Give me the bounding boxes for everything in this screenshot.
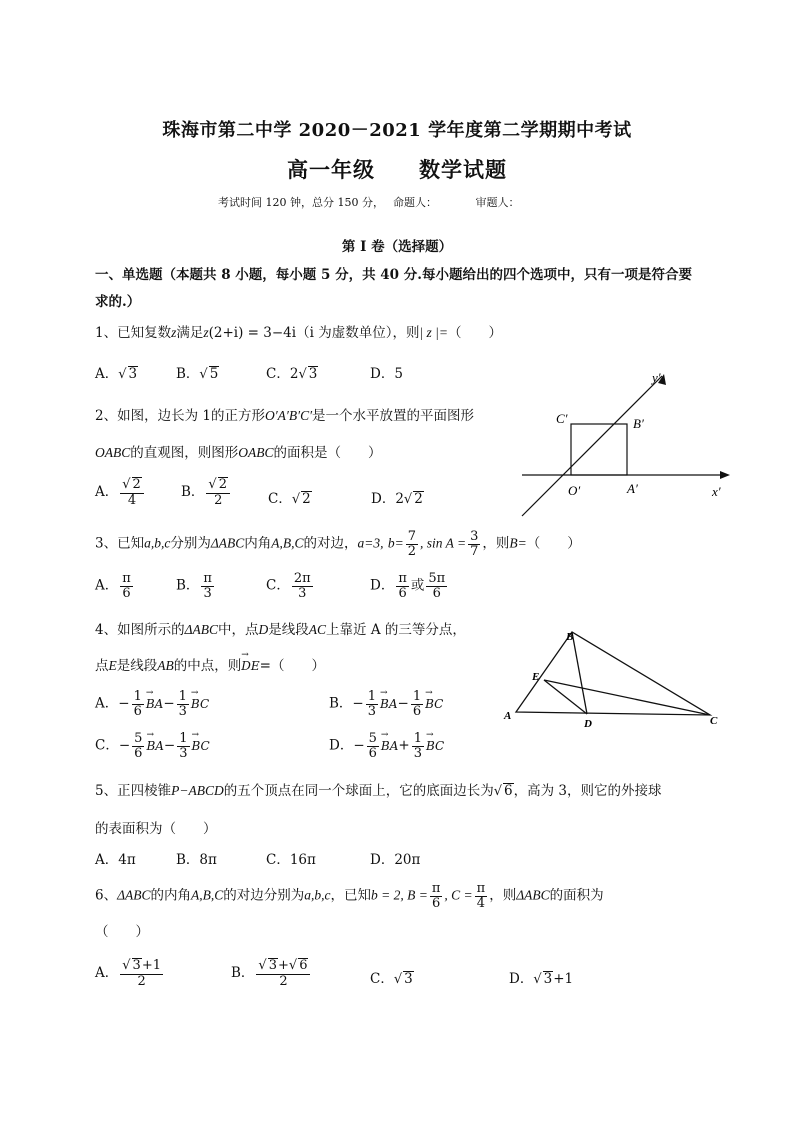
q4-opt-a-label: A． (95, 695, 119, 712)
q4-opt-d-vbc: → BC (426, 739, 444, 753)
label-c: C (710, 715, 718, 727)
q4-opt-b-vbc: → BC (425, 697, 443, 711)
q1-option-b[interactable]: B．√ 5 (176, 366, 219, 382)
q3-opt-b-frac (201, 572, 214, 600)
q6-opt-b-plus: + (278, 958, 289, 973)
q6-text-d: ，已知 (330, 887, 372, 904)
x-axis-arrow (720, 471, 730, 479)
q3-text-d: 的对边， (303, 535, 358, 552)
q6-opt-d-label: D． (509, 971, 534, 987)
q6-triangle: ΔABC (117, 887, 151, 903)
q3-b-num: 7 (407, 529, 416, 544)
q6-cond2: , C = (444, 887, 473, 903)
q2-text-c: 的直观图，则图形 (130, 445, 239, 461)
q4-opt-c-vbc: → BC (192, 739, 210, 753)
q2-option-c[interactable]: C．√ 2 (268, 491, 311, 507)
q6-opt-c-label: C． (370, 971, 394, 987)
q4-figure-triangle (496, 627, 736, 735)
q3-opt-d-den2: 6 (432, 585, 441, 601)
q4-opt-b-frac2 (411, 690, 423, 718)
q4-seg-ab: AB (157, 658, 174, 673)
q1-opt-a-value: 3 (128, 366, 138, 382)
part1-heading-line2: 求的.） (95, 294, 141, 310)
q6-text-e: ，则 (489, 887, 517, 904)
q6-triangle2: ΔABC (516, 887, 550, 903)
q4-stem-line2 (95, 654, 325, 674)
q3-opt-a-frac (120, 572, 133, 600)
q6-opt-a-label: A． (95, 964, 119, 981)
q4-opt-d-frac1 (367, 732, 379, 760)
q6-frac-b (430, 882, 443, 910)
q6-stem-line1 (95, 882, 604, 910)
q4-opt-b-n2: 1 (412, 689, 422, 704)
q3-opt-c-num: 2π (293, 571, 311, 586)
q4-triangle: ΔABC (184, 622, 219, 637)
q2-option-d[interactable]: D．2√ 2 (371, 491, 423, 507)
q3-opt-b-label: B． (176, 577, 200, 594)
q5-text-a: 5、正四棱锥 (95, 783, 172, 799)
q4-opt-c-label: C． (95, 737, 119, 754)
q6-opt-a-plus: +1 (141, 958, 161, 973)
q3-opt-d-den1: 6 (398, 585, 407, 601)
q6-text-a: 6、 (95, 887, 118, 904)
q5-option-d[interactable]: D．20π (370, 852, 421, 868)
q3-option-d[interactable] (370, 572, 449, 600)
q4-opt-d-vba: → BA (381, 739, 398, 753)
q4-text-h: =（ ） (259, 658, 325, 674)
q4-point-e: E (108, 658, 117, 673)
label-d: D (584, 718, 592, 730)
q3-opt-a-label: A． (95, 577, 119, 594)
q1-option-a[interactable]: A．√ 3 (95, 366, 138, 382)
q4-option-c[interactable]: C．− $\frac{5}{6}$ → BA− $\frac{1}{3}$ → BC (95, 732, 210, 760)
part1-heading-line1: 一、单选题（本题共 8 小题，每小题 5 分，共 40 分.每小题给出的四个选项中，只有一项是符合要 (95, 267, 692, 283)
q4-opt-a-d1: 6 (133, 703, 142, 719)
q4-text-f: 是线段 (116, 658, 158, 674)
q5-stem-line2: 的表面积为（ ） (95, 821, 217, 837)
y-axis-line (522, 376, 662, 516)
q4-opt-a-n1: 1 (133, 689, 142, 704)
q1-opt-b-label: B． (176, 366, 200, 382)
q3-opt-a-den: 6 (122, 585, 131, 601)
q3-stem (95, 530, 581, 558)
q4-text-b: 中，点 (218, 622, 259, 638)
q1-abs: | z |= (419, 325, 448, 340)
q1-var-z2: z (203, 325, 209, 340)
q4-opt-c-d2: 3 (179, 745, 188, 761)
q4-text-c: 是线段 (268, 622, 309, 638)
q4-opt-b-d1: 3 (367, 703, 377, 719)
q5-text-c: ，高为 3，则它的外接球 (513, 783, 662, 799)
q3-opt-d-frac1 (396, 572, 409, 600)
q4-opt-b-d2: 6 (412, 703, 422, 719)
q1-opt-a-label: A． (95, 366, 119, 382)
q1-opt-c-value: 3 (308, 366, 318, 382)
q4-text-g: 的中点，则 (173, 658, 242, 674)
q2-fig-oabc2: OABC (238, 445, 274, 460)
q6-cond1: b = 2, B = (371, 887, 428, 903)
q6-opt-a-den: 2 (137, 973, 146, 989)
q3-a-eq: a=3, (357, 535, 384, 551)
q4-opt-c-n1: 5 (134, 731, 143, 746)
q4-opt-c-d1: 6 (134, 745, 143, 761)
q4-point-d: D (258, 622, 269, 637)
q4-opt-a-frac2 (177, 690, 189, 718)
q2-opt-c-label: C． (268, 491, 292, 507)
label-o-prime: O′ (568, 483, 581, 498)
q5-option-b[interactable]: B．8π (176, 852, 217, 868)
q4-opt-b-frac1 (366, 690, 378, 718)
square-oabc (571, 424, 627, 475)
q3-opt-b-num: π (203, 571, 212, 586)
q2-option-a[interactable] (95, 477, 146, 508)
q5-option-a[interactable]: A．4π (95, 852, 136, 868)
q3-opt-c-label: C． (266, 577, 290, 594)
q5-option-c[interactable]: C．16π (266, 852, 316, 868)
q5-text-b: 的五个顶点在同一个球面上，它的底面边长为 (223, 783, 494, 799)
q6-opt-c-rad: 3 (404, 971, 413, 987)
label-e: E (532, 671, 540, 683)
q6-b-num: π (431, 881, 441, 896)
q3-opt-d-frac2 (426, 572, 447, 600)
q4-opt-b-vba: → BA (380, 697, 397, 711)
q1-equation: (2+i) = 3−4i (208, 325, 297, 341)
q3-opt-c-frac (292, 572, 313, 600)
q2-fig-oabc: OABC (95, 445, 131, 460)
q2-fig-label: O′A′B′C′ (264, 408, 313, 423)
q6-opt-b-den: 2 (279, 973, 288, 989)
q3-b-den: 2 (407, 543, 416, 559)
q1-text-d: （ ） (448, 325, 502, 341)
q3-sin-frac (468, 530, 480, 558)
q1-var-z: z (171, 325, 177, 340)
q4-opt-a-n2: 1 (178, 689, 187, 704)
q6-b-den: 6 (431, 895, 441, 911)
q4-opt-c-frac2 (177, 732, 189, 760)
q2-option-b[interactable] (181, 477, 232, 508)
q4-opt-c-vba: → BA (146, 739, 163, 753)
q1-text-c: （i 为虚数单位），则 (296, 325, 420, 341)
q6-opt-a-rad: 3 (132, 958, 141, 973)
q6-option-d[interactable]: D．√ 3+1 (509, 971, 574, 987)
q1-text-b: 满足 (176, 325, 204, 341)
q3-text-c: 内角 (244, 535, 272, 552)
q4-seg-ac: AC (308, 622, 327, 637)
q6-option-a[interactable] (95, 958, 165, 989)
q3-text-e: ，则 (482, 535, 510, 552)
exam-subtitle: 高一年级 数学试题 (287, 157, 507, 182)
q6-text-c: 的对边分别为 (223, 887, 305, 904)
q3-text-b: 分别为 (170, 535, 211, 552)
q6-text-b: 的内角 (150, 887, 192, 904)
q1-opt-b-value: 5 (209, 366, 219, 382)
label-x-axis: x′ (712, 484, 721, 499)
q3-sin: , sin A = (419, 535, 467, 551)
q2-opt-b-frac: $\frac{√ 2}{2}$ (206, 477, 230, 508)
q6-frac-c (475, 882, 488, 910)
q2-opt-a-rad: 2 (132, 477, 141, 492)
q3-b-eq: b= (387, 535, 404, 551)
q2-opt-a-frac: $\frac{√ 2}{4}$ (120, 477, 144, 508)
q6-abc: a,b,c (304, 887, 331, 903)
q2-text-b: 是一个水平放置的平面图形 (312, 408, 475, 424)
q2-text-a: 2、如图，边长为 1的正方形 (95, 408, 265, 424)
q1-option-c[interactable]: C．2√ 3 (266, 366, 318, 382)
q2-opt-d-rad: 2 (414, 491, 423, 507)
q6-opt-b-rad2: 6 (299, 958, 308, 973)
q3-sin-den: 7 (470, 543, 479, 559)
q3-opt-d-num1: π (398, 571, 407, 586)
q4-text-a: 4、如图所示的 (95, 622, 185, 638)
q4-opt-d-n2: 1 (413, 731, 422, 746)
q3-abc: a,b,c (144, 535, 171, 551)
q5-stem-line1: 5、正四棱锥P−ABCD的五个顶点在同一个球面上，它的底面边长为√ 6，高为 3，则它的外接球 (95, 783, 662, 799)
label-y-axis: y′ (652, 370, 661, 385)
q4-opt-a-d2: 3 (178, 703, 187, 719)
q3-ask: B= (509, 535, 527, 551)
q1-opt-c-coef: 2 (289, 366, 299, 382)
q6-opt-b-rad1: 3 (268, 958, 277, 973)
q1-option-d[interactable]: D．5 (370, 366, 403, 382)
q4-opt-a-vba: → BA (146, 697, 163, 711)
q2-stem-line2 (95, 441, 382, 461)
q6-option-c[interactable]: C．√ 3 (370, 971, 413, 987)
q4-opt-d-d2: 3 (413, 745, 422, 761)
q4-opt-c-frac1 (132, 732, 144, 760)
q2-opt-b-label: B． (181, 483, 205, 500)
q4-option-a[interactable]: A．− $\frac{1}{6}$ → BA− $\frac{1}{3}$ → BC (95, 690, 209, 718)
q1-stem (95, 321, 502, 341)
q4-opt-a-vbc: → BC (191, 697, 209, 711)
q4-opt-c-n2: 1 (179, 731, 188, 746)
q6-c-den: 4 (476, 895, 486, 911)
q4-opt-d-n1: 5 (368, 731, 377, 746)
q6-c-num: π (476, 881, 486, 896)
q4-opt-d-d1: 6 (368, 745, 377, 761)
q6-opt-d-rad: 3 (543, 971, 553, 987)
segment-bd (572, 632, 587, 714)
volume-title: 第 I 卷（选择题） (341, 239, 453, 255)
q1-opt-c-label: C． (266, 366, 290, 382)
q3-opt-b-den: 3 (203, 585, 212, 601)
segment-ec (544, 680, 710, 715)
label-a: A (504, 710, 512, 722)
exam-title: 珠海市第二中学 2020－2021 学年度第二学期期中考试 (162, 120, 632, 141)
triangle-abc (516, 632, 710, 715)
q3-option-a[interactable] (95, 572, 135, 600)
q6-option-b[interactable] (231, 958, 312, 989)
q3-opt-c-den: 3 (298, 585, 307, 601)
label-b: B (566, 631, 574, 643)
q3-option-b[interactable] (176, 572, 216, 600)
q2-text-d: 的面积是（ ） (273, 445, 382, 461)
q5-rad: 6 (504, 783, 513, 799)
q3-opt-d-or: 或 (410, 577, 425, 594)
q3-opt-a-num: π (122, 571, 131, 586)
q2-opt-b-rad: 2 (218, 477, 227, 492)
q3-text-a: 3、已知 (95, 535, 145, 552)
q6-stem-line2: （ ） (95, 924, 149, 940)
q4-opt-d-label: D． (329, 737, 354, 754)
q1-text-a: 1、已知复数 (95, 325, 172, 341)
q6-opt-b-label: B． (231, 964, 255, 981)
q6-text-f: 的面积为 (549, 887, 604, 904)
q4-opt-a-frac1 (132, 690, 144, 718)
label-b-prime: B′ (633, 416, 644, 431)
q4-option-d[interactable]: D．− $\frac{5}{6}$ → BA+ $\frac{1}{3}$ → BC (329, 732, 444, 760)
q3-opt-d-num2: 5π (428, 571, 446, 586)
exam-info: 考试时间 120 钟，总分 150 分， 命题人： 审题人： (218, 196, 520, 209)
q3-b-frac (406, 530, 418, 558)
q4-text-d: 上靠近 A 的三等分点， (326, 622, 466, 638)
q3-text-f: （ ） (526, 535, 581, 552)
q3-triangle: ΔABC (210, 535, 245, 551)
q3-opt-d-label: D． (370, 577, 395, 594)
q2-opt-c-rad: 2 (302, 491, 311, 507)
q4-opt-d-frac2 (412, 732, 424, 760)
label-c-prime: C′ (556, 411, 568, 426)
q2-opt-b-den: 2 (214, 492, 223, 508)
q2-opt-a-den: 4 (127, 492, 137, 508)
q4-opt-b-n1: 1 (367, 689, 377, 704)
q2-figure-oblique-square (512, 368, 744, 518)
q6-opt-d-plus: +1 (553, 971, 574, 987)
q6-opt-b-frac: $\frac{√ 3+√ 6}{2}$ (256, 958, 310, 989)
q3-sin-num: 3 (470, 529, 479, 544)
q6-angles: A,B,C (191, 887, 224, 903)
q2-opt-d-coef: 2 (395, 491, 404, 507)
q4-vec-de: → DE (241, 659, 259, 673)
q4-text-e: 点 (95, 658, 109, 674)
q4-stem-line1 (95, 618, 466, 638)
q6-opt-a-frac: $\frac{√ 3+1}{2}$ (122, 958, 161, 989)
q3-angles: A,B,C (271, 535, 304, 551)
q2-stem-line1 (95, 404, 474, 424)
q4-option-b[interactable]: B．− $\frac{1}{3}$ → BA− $\frac{1}{6}$ → BC (329, 690, 443, 718)
label-a-prime: A′ (627, 481, 638, 496)
q5-pyramid: P−ABCD (171, 783, 224, 798)
q2-opt-a-label: A． (95, 483, 119, 500)
q3-option-c[interactable] (266, 572, 315, 600)
q2-opt-d-label: D． (371, 491, 396, 507)
q4-opt-b-label: B． (329, 695, 353, 712)
